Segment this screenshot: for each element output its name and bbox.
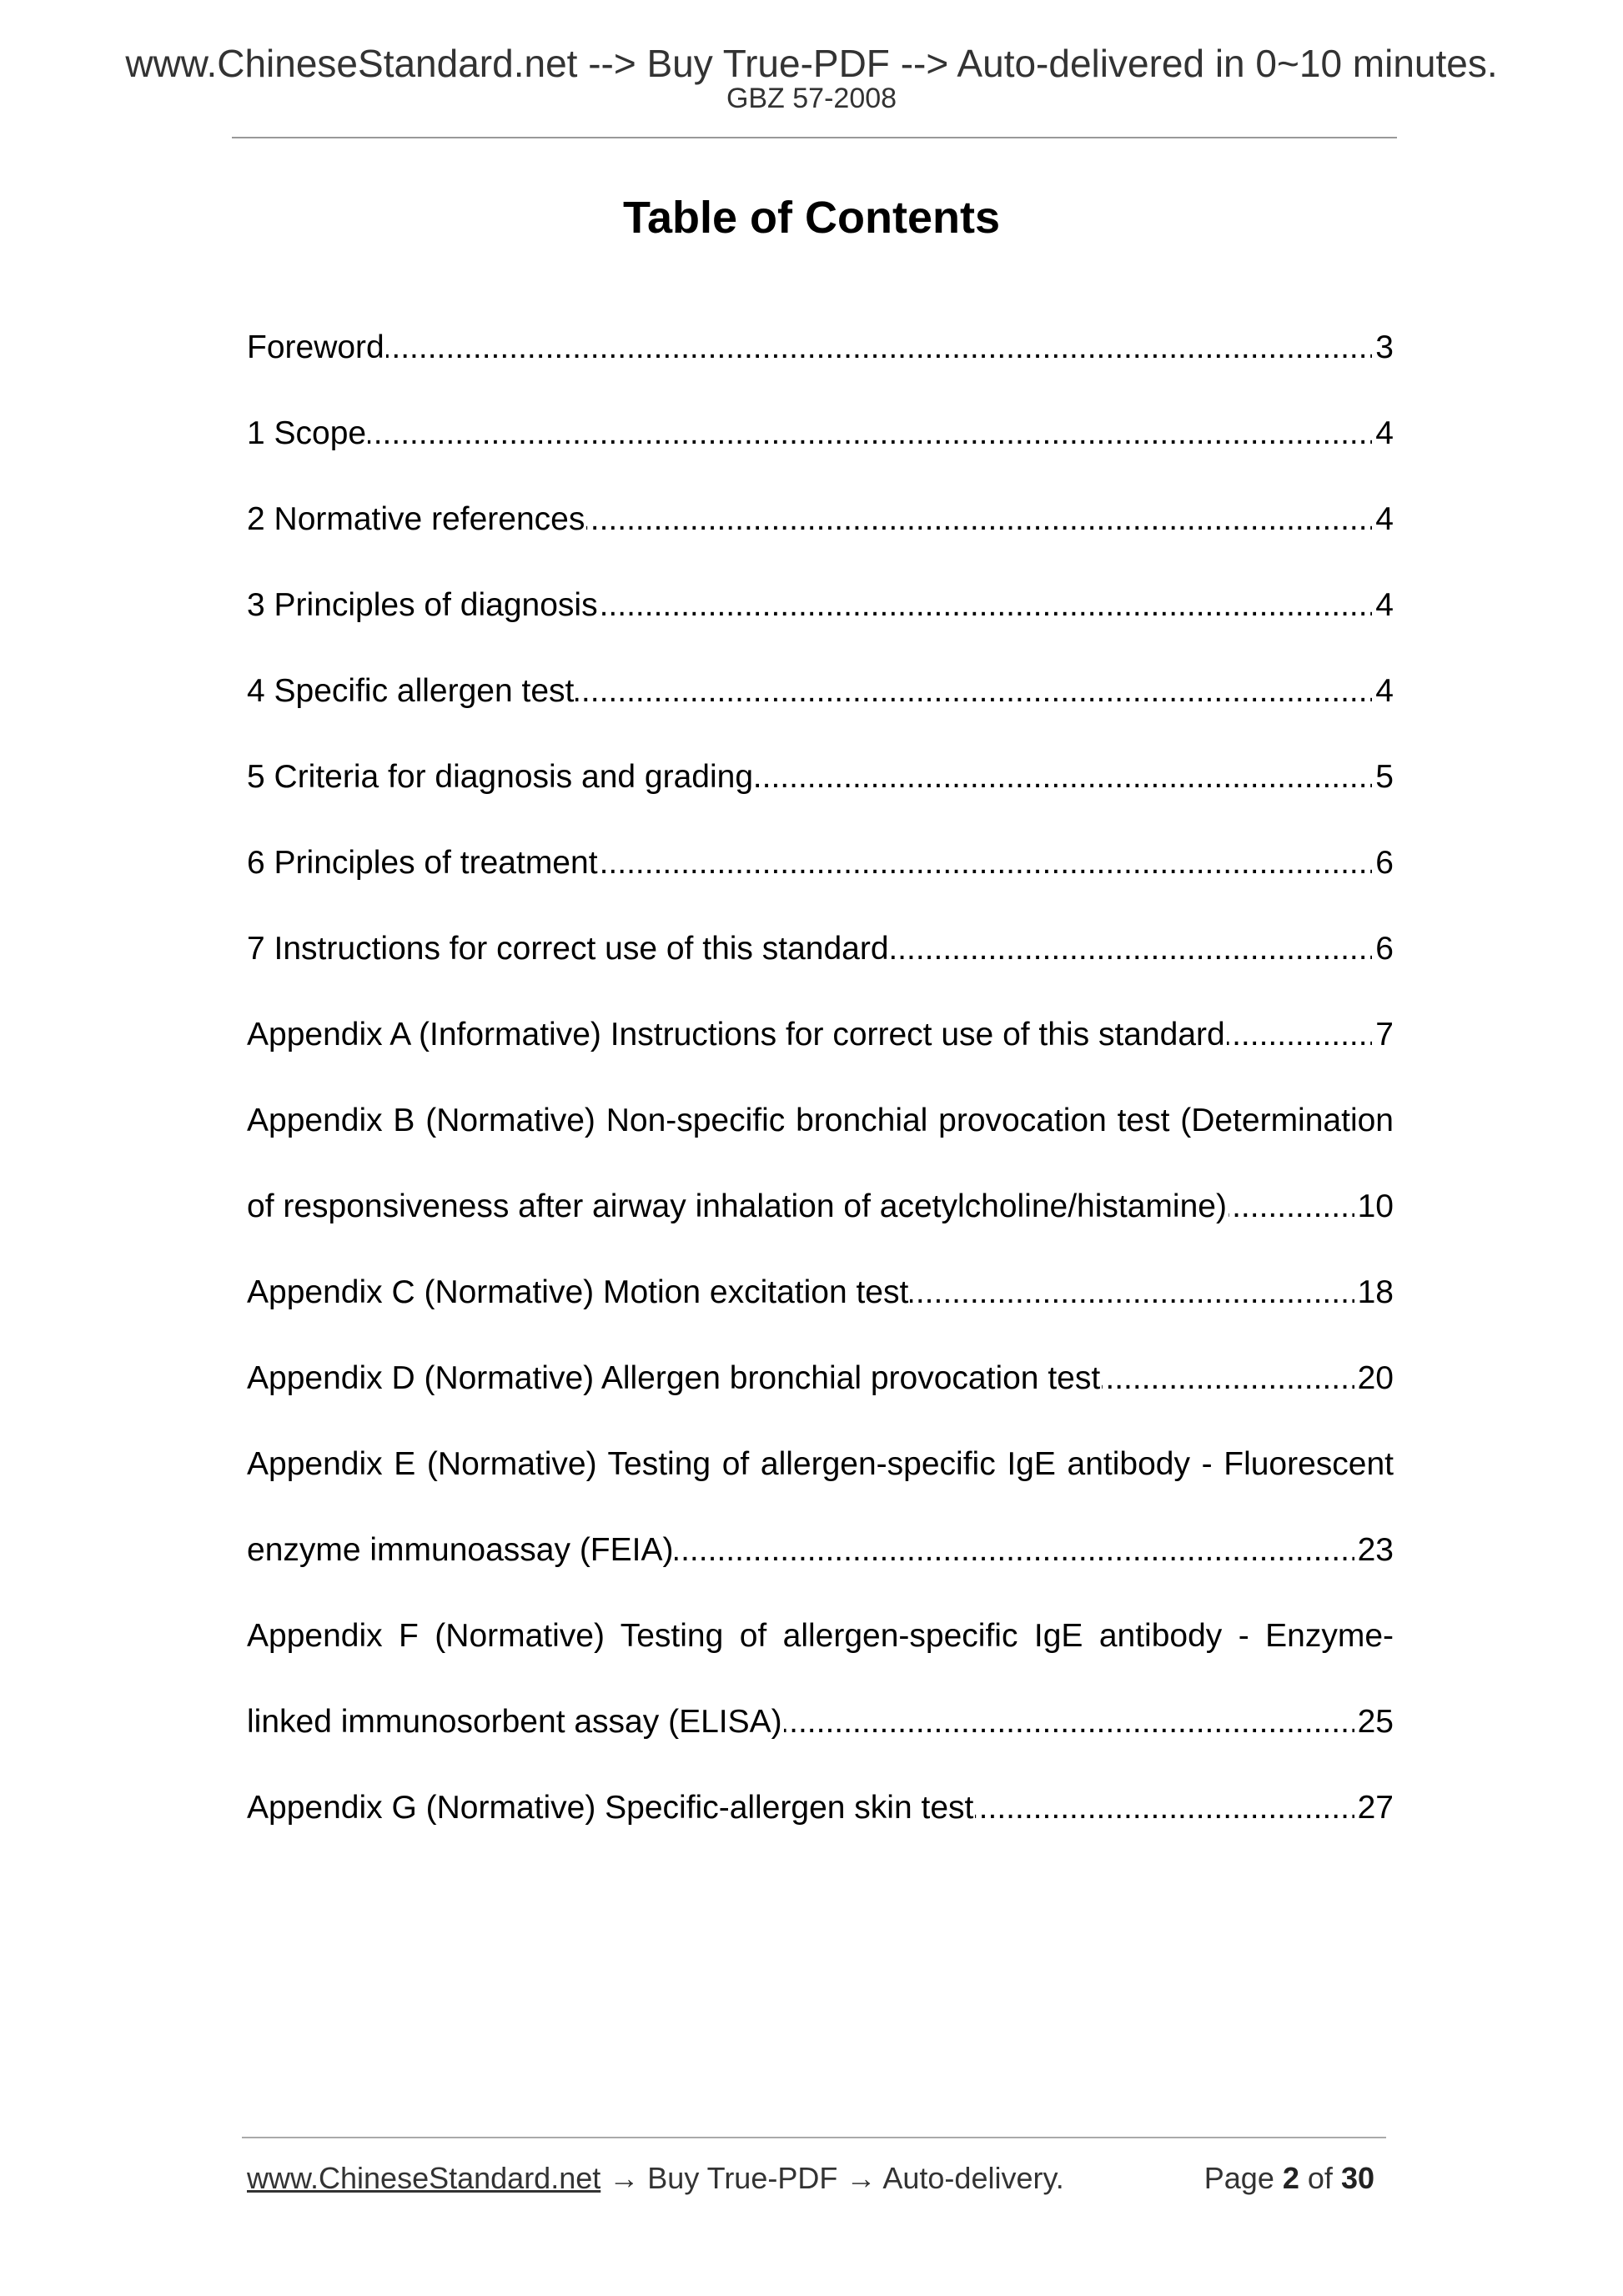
toc-entry-page: 27 <box>1354 1786 1394 1831</box>
dot-leader <box>247 411 1394 456</box>
toc-entry-page: 7 <box>1372 1012 1394 1058</box>
header-divider <box>232 137 1397 138</box>
toc-entry-page: 10 <box>1354 1184 1394 1229</box>
footer-divider <box>242 2137 1386 2138</box>
toc-entry-page: 25 <box>1354 1700 1394 1745</box>
of-word: of <box>1307 2161 1333 2195</box>
toc-entry-page: 5 <box>1372 755 1394 800</box>
toc-entry-label: Appendix A (Informative) Instructions for correct use of this standard <box>247 1017 1225 1053</box>
footer-site-link[interactable]: www.ChineseStandard.net <box>247 2161 601 2195</box>
standard-code: GBZ 57-2008 <box>726 83 897 114</box>
toc-entry-page: 23 <box>1354 1528 1394 1573</box>
toc-entry-label: 2 Normative references <box>247 501 585 537</box>
toc-entry-label-line1: Appendix E (Normative) Testing of allergen-specific IgE antibody - Fluorescent <box>247 1446 1394 1482</box>
toc-entry-label: 5 Criteria for diagnosis and grading <box>247 759 754 795</box>
toc-entry-label: Appendix D (Normative) Allergen bronchial provocation test <box>247 1360 1101 1396</box>
toc-entry-label-line1: Appendix F (Normative) Testing of allergen-specific IgE antibody - Enzyme- <box>247 1618 1394 1654</box>
toc-entry-label-line2: linked immunosorbent assay (ELISA) <box>247 1704 782 1740</box>
toc-entry-page: 4 <box>1372 583 1394 628</box>
toc-entry-label-line1: Appendix B (Normative) Non-specific bronchial provocation test (Determination <box>247 1103 1394 1138</box>
toc-entry-page: 6 <box>1372 927 1394 972</box>
footer-delivery-text: Auto-delivery. <box>882 2161 1064 2195</box>
toc-entry-label: 1 Scope <box>247 415 367 451</box>
arrow-icon: → <box>846 2161 877 2195</box>
page-word: Page <box>1203 2161 1274 2195</box>
page-title: Table of Contents <box>623 193 1000 243</box>
toc-entry-label: Foreword <box>247 329 384 365</box>
toc-entry-label-line2: of responsiveness after airway inhalation of acetylcholine/histamine) <box>247 1188 1227 1224</box>
footer-buy-text: Buy True-PDF <box>647 2161 838 2195</box>
toc-entry-label: Appendix C (Normative) Motion excitation test <box>247 1274 909 1310</box>
toc-entry-label: Appendix G (Normative) Specific-allergen skin test <box>247 1790 974 1826</box>
toc-entry-page: 4 <box>1372 497 1394 542</box>
footer-promo <box>247 2160 1064 2197</box>
toc-entry-label: 3 Principles of diagnosis <box>247 587 598 623</box>
toc-entry-page: 20 <box>1354 1356 1394 1401</box>
page-indicator <box>1204 2160 1374 2197</box>
toc-entry-page: 3 <box>1372 325 1394 370</box>
toc-entry-page: 4 <box>1372 411 1394 456</box>
toc-entry-label: 7 Instructions for correct use of this standard <box>247 931 889 967</box>
toc-entry-label: 6 Principles of treatment <box>247 845 598 881</box>
top-banner: www.ChineseStandard.net --> Buy True-PDF --> Auto-delivered in 0~10 minutes. <box>125 42 1498 85</box>
toc-entry-page: 4 <box>1372 669 1394 714</box>
toc-entry-label-line2: enzyme immunoassay (FEIA) <box>247 1532 674 1568</box>
toc-entry-page: 18 <box>1354 1270 1394 1315</box>
arrow-icon: → <box>609 2161 640 2195</box>
page-total: 30 <box>1340 2161 1374 2195</box>
page-current: 2 <box>1282 2161 1299 2195</box>
toc-entry-label: 4 Specific allergen test <box>247 673 575 709</box>
toc-entry-page: 6 <box>1372 841 1394 886</box>
dot-leader <box>247 325 1394 370</box>
